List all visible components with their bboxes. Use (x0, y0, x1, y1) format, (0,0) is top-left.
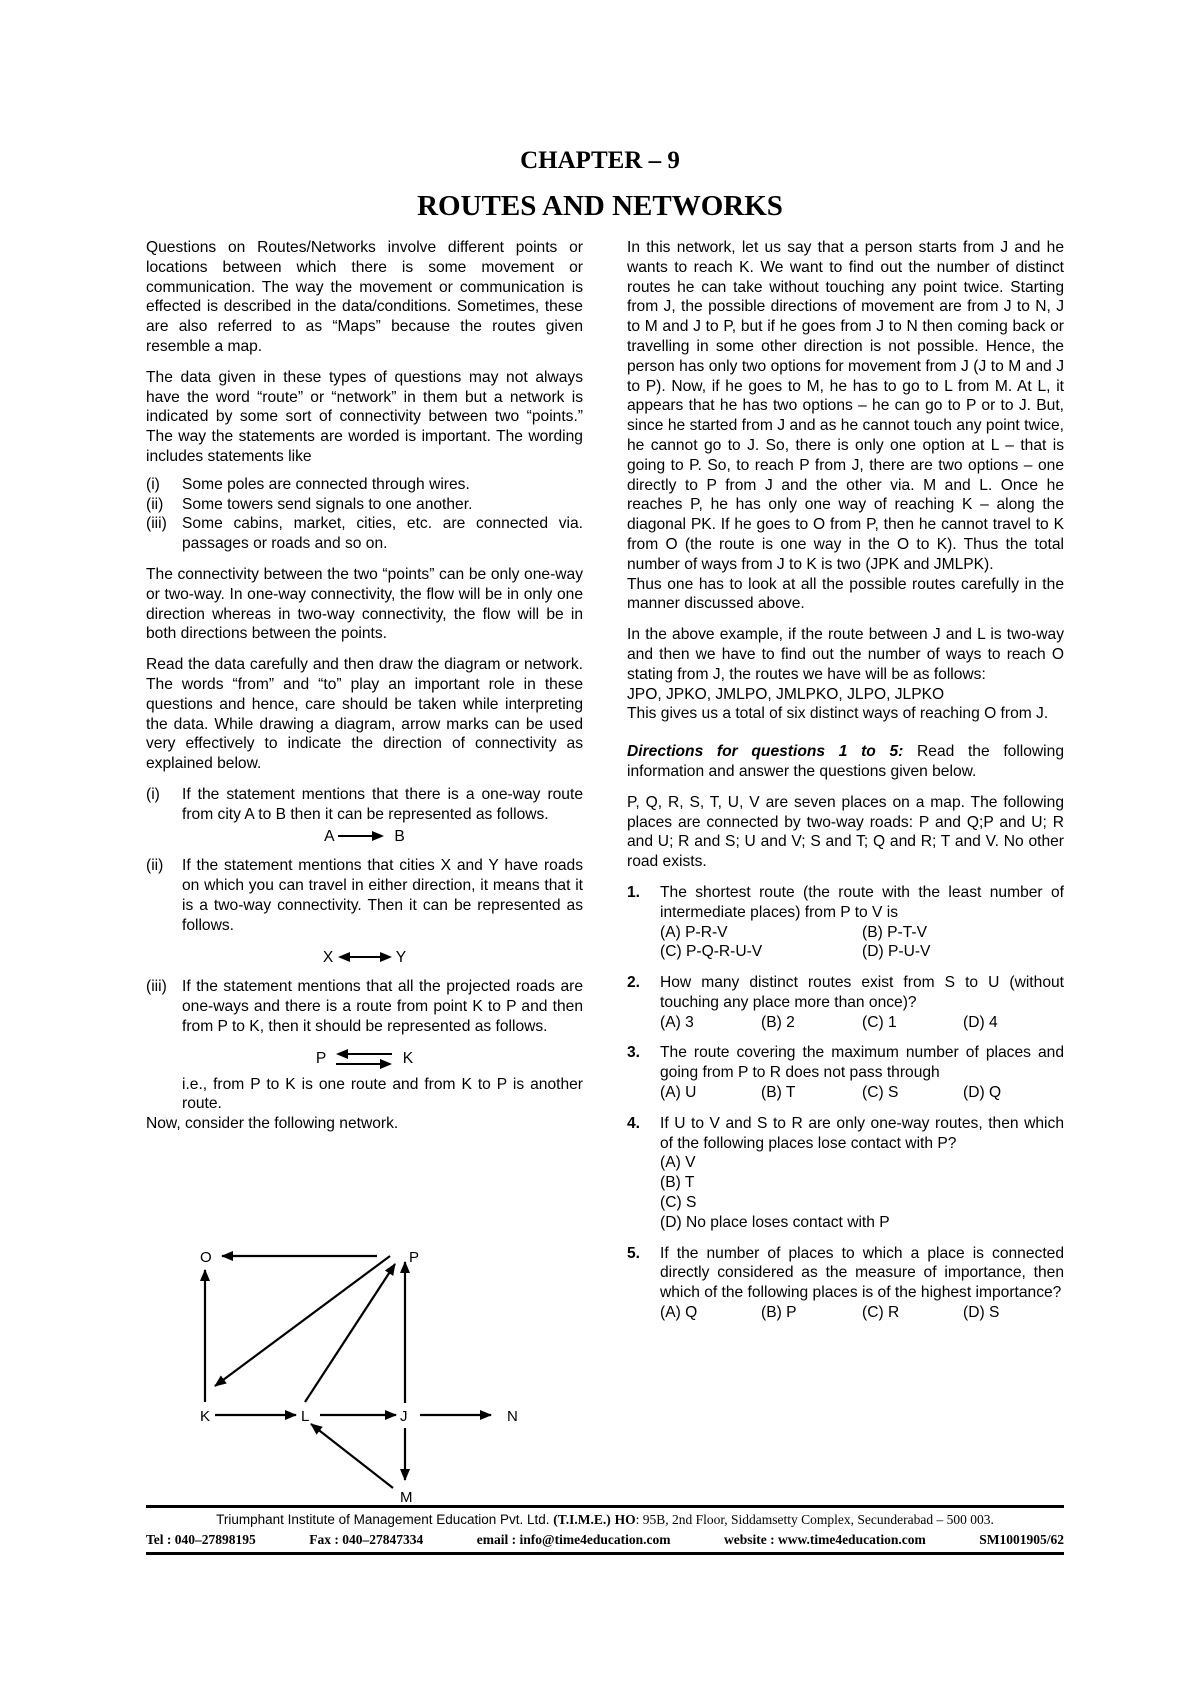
node-label: X (322, 948, 334, 966)
options (660, 1013, 1064, 1033)
right-column (627, 238, 1064, 1334)
options (660, 1083, 1064, 1103)
double-arrow-icon (338, 951, 392, 963)
question-text: The shortest route (the route with the least number of intermediate places) from P to V is (660, 883, 1064, 921)
question-number: 2. (627, 974, 641, 992)
option[interactable]: (A) 3 (660, 1013, 694, 1031)
two-way-example: In the above example, if the route between J and L is two-way and then we have to find out the number of ways to reach O stating from J, the routes we have will be as follows: (627, 626, 1064, 683)
question (627, 1043, 1064, 1102)
node-l: L (301, 1408, 310, 1425)
connectivity-paragraph: The connectivity between the two “points” can be only one-way or two-way. In one-way connectivity, the flow will be in only one direction whereas in two-way connectivity, the flow will be in both directions between the points. (146, 565, 583, 643)
question-text: How many distinct routes exist from S to U (without touching any place more than once)? (660, 974, 1064, 1011)
consider-text: Now, consider the following network. (146, 1115, 399, 1133)
option[interactable]: (B) T (761, 1084, 796, 1102)
node-m: M (400, 1489, 413, 1505)
option[interactable]: (D) No place loses contact with P (660, 1213, 890, 1231)
question-text: If the number of places to which a place is connected directly considered as the measure of importance, then which of the following places is of the highest importance? (660, 1244, 1064, 1302)
question-number: 4. (627, 1114, 641, 1132)
option[interactable]: (A) Q (660, 1304, 698, 1322)
option[interactable]: (C) 1 (862, 1013, 897, 1031)
question (627, 973, 1064, 1032)
case-number: (iii) (146, 978, 167, 996)
address: : 95B, 2nd Floor, Siddamsetty Complex, Secunderabad – 500 003. (635, 1512, 994, 1527)
example-explanation: In this network, let us say that a person starts from J and he wants to reach K. We want to find out the number of distinct routes he can take without touching any point twice. Starting from J, the possible directions of movement are from J to N, J to M and J to P, but if he goes from J to N then coming back or travelling in some other direction is not possible. Hence, the person has only two options for movement from J (J to M and J to P). Now, if he goes to M, he has to go to L from M. At L, it appears that he has two options – he can go to P or to J. But, since he started from J and as he cannot touch any point twice, he cannot go to J. So, there is only one option at L – that is going to P. So, to reach P from J, there are two options – one directly to P from J and the other via. M and L. Once he reaches P, he has only one way of reaching K – along the diagonal PK. If he goes to O from P, then he cannot travel to K from O (the route is one way in the O to K). Thus the total number of ways from J to K is two (JPK and JMLPK). (627, 239, 1064, 573)
question-text: If U to V and S to R are only one-way routes, then which of the following places lose contact with P? (660, 1114, 1064, 1152)
option[interactable]: (D) P-U-V (862, 943, 931, 961)
option[interactable]: (A) V (660, 1154, 696, 1172)
node-label: A (324, 827, 334, 845)
list-item (146, 514, 583, 554)
left-column (146, 238, 583, 1134)
option[interactable]: (A) P-R-V (660, 923, 728, 941)
option[interactable]: (D) S (963, 1304, 1000, 1322)
option[interactable]: (D) Q (963, 1084, 1002, 1102)
chapter-title: ROUTES AND NETWORKS (417, 190, 783, 222)
option[interactable]: (B) P-T-V (862, 923, 927, 941)
option[interactable]: (A) U (660, 1084, 697, 1102)
option[interactable]: (C) S (862, 1084, 899, 1102)
institute-abbr: (T.I.M.E.) (553, 1512, 611, 1527)
case-text: If the statement mentions that there is a one-way route from city A to B then it can be represented as follows. (182, 785, 583, 823)
directions-text: Read the following information and answer the questions given below. (627, 743, 1064, 780)
question (627, 883, 1064, 962)
read-data-paragraph: Read the data carefully and then draw the diagram or network. The words “from” and “to” play an important role in these questions and hence, care should be taken while interpreting the data. While drawing a diagram, arrow marks can be used very effectively to indicate the direction of connectivity as explained below. (146, 656, 583, 773)
telephone: Tel : 040–27898195 (146, 1532, 256, 1547)
case-item (146, 785, 583, 825)
node-label: P (315, 1049, 327, 1067)
page-code: SM1001905/62 (979, 1532, 1064, 1547)
ho-label: HO (614, 1512, 636, 1527)
options (660, 1303, 1064, 1323)
node-o: O (200, 1249, 212, 1266)
option[interactable]: (C) R (862, 1304, 900, 1322)
email[interactable]: email : info@time4education.com (476, 1532, 671, 1547)
institute-name: Triumphant Institute of Management Education Pvt. Ltd. (216, 1512, 550, 1527)
list-item-number: (ii) (146, 495, 164, 513)
list-item-text: Some cabins, market, cities, etc. are connected via. passages or roads and so on. (182, 515, 583, 553)
website[interactable]: website : www.time4education.com (723, 1532, 926, 1547)
options (660, 923, 1064, 963)
opposite-arrows-icon (336, 1049, 392, 1069)
data-paragraph: The data given in these types of questions may not always have the word “route” or “network” in them but a network is indicated by some sort of connectivity between two “points.” The way the statements are worded is important. The wording includes statements like (146, 368, 583, 465)
list-item-text: Some towers send signals to one another. (182, 495, 473, 513)
one-way-symbol (146, 827, 583, 847)
question (627, 1244, 1064, 1323)
route-count: This gives us a total of six distinct ways of reaching O from J. (627, 705, 1049, 723)
question-number: 1. (627, 883, 641, 901)
route-list: JPO, JPKO, JMLPO, JMLPKO, JLPO, JLPKO (627, 685, 945, 703)
node-j: J (400, 1408, 408, 1425)
case-number: (i) (146, 785, 160, 803)
node-label: Y (395, 948, 407, 966)
option[interactable]: (C) P-Q-R-U-V (660, 943, 763, 961)
question-number: 5. (627, 1244, 641, 1262)
option[interactable]: (D) 4 (963, 1013, 998, 1031)
option[interactable]: (B) T (660, 1174, 695, 1192)
fax: Fax : 040–27847334 (309, 1532, 424, 1547)
node-label: B (394, 827, 405, 845)
ie-text: i.e., from P to K is one route and from K to P is another route. (182, 1075, 583, 1113)
edge-p-k (215, 1256, 390, 1386)
right-arrow-icon (338, 830, 384, 842)
list-item (146, 495, 583, 515)
footer-address-line (146, 1508, 1064, 1530)
option[interactable]: (C) S (660, 1194, 697, 1212)
node-k: K (200, 1408, 211, 1425)
case-text: If the statement mentions that cities X and Y have roads on which you can travel in either direction, it means that it is a two-way connectivity. Then it can be represented as follows. (182, 857, 583, 934)
footer-contact-line (146, 1530, 1064, 1552)
places-info: P, Q, R, S, T, U, V are seven places on a map. The following places are connected by two-way roads: P and Q;P and U; R and U; R and S; U and V; S and T; Q and R; T and V. No other road exists. (627, 793, 1064, 871)
node-p: P (409, 1249, 420, 1266)
list-item-text: Some poles are connected through wires. (182, 475, 470, 493)
two-one-way-symbol (146, 1049, 583, 1069)
example-list (146, 475, 583, 554)
option[interactable]: (B) P (761, 1304, 797, 1322)
edge-m-l (311, 1424, 393, 1488)
list-item (146, 475, 583, 495)
question-text: The route covering the maximum number of places and going from P to R does not pass through (660, 1044, 1064, 1082)
intro-paragraph: Questions on Routes/Networks involve different points or locations between which there is some movement or communication. The way the movement or communication is effected is described in the data/conditions. Sometimes, these are also referred to as “Maps” because the routes given resemble a map. (146, 239, 583, 355)
case-item (146, 856, 583, 935)
question (627, 1114, 1064, 1233)
two-way-symbol (146, 948, 583, 968)
page-footer (146, 1505, 1064, 1555)
network-diagram (185, 1240, 525, 1505)
node-label: K (402, 1049, 414, 1067)
list-item-number: (iii) (146, 515, 167, 533)
example-conclusion: Thus one has to look at all the possible routes carefully in the manner discussed above. (627, 575, 1064, 613)
case-number: (ii) (146, 857, 164, 875)
chapter-number: CHAPTER – 9 (520, 147, 680, 174)
option[interactable]: (B) 2 (761, 1013, 795, 1031)
node-n: N (507, 1408, 518, 1425)
directions-label: Directions for questions 1 to 5: (627, 743, 904, 761)
list-item-number: (i) (146, 475, 160, 493)
case-text: If the statement mentions that all the projected roads are one-ways and there is a route from point K to P and then from P to K, then it should be represented as follows. (182, 978, 583, 1035)
directions (627, 742, 1064, 782)
case-item (146, 977, 583, 1036)
question-number: 3. (627, 1044, 641, 1062)
